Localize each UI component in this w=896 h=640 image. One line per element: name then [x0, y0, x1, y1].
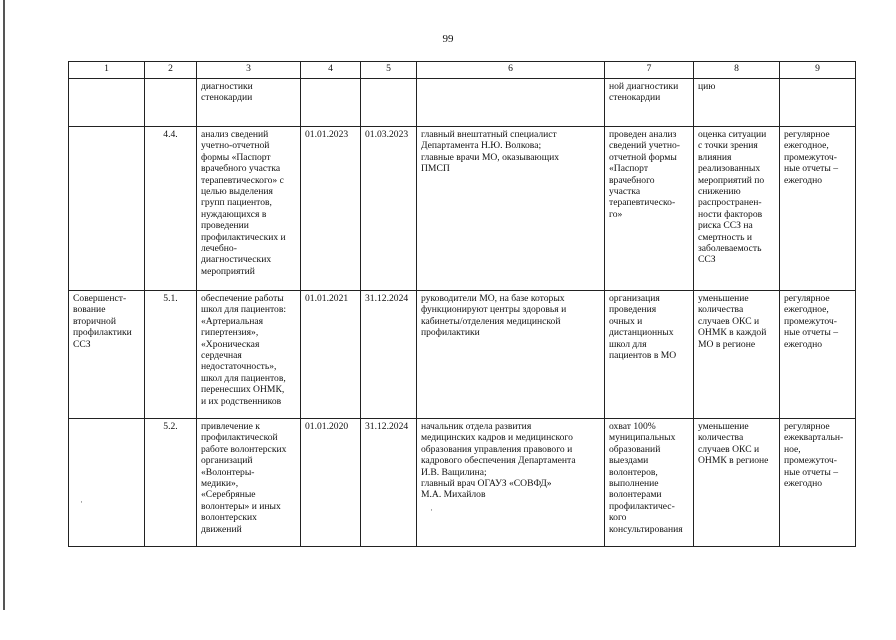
cell-responsible: начальник отдела развития медицинских кадров и медицинского образования управления правового и кадрового обеспечения Департамента И.В. Ващилина; главный врач ОГАУЗ «СОВФД» М.А. Михайлов [417, 419, 605, 547]
cell-result: охват 100% муниципальных образований выездами волонтеров, выполнение волонтерами профилактичес- кого консультирования [605, 419, 694, 547]
cell-section [69, 127, 145, 291]
cell-activity: анализ сведений учетно-отчетной формы «Паспорт врачебного участка терапевтического» с целью выделения групп пациентов, нуждающихся в проведении профилактических и лечебно- диагностических мероприятий [197, 127, 301, 291]
cell-activity: диагностики стенокардии [197, 79, 301, 127]
cell-result: организация проведения очных и дистанционных школ для пациентов в МО [605, 291, 694, 419]
page-number: 99 [442, 33, 454, 45]
cell-result: ной диагностики стенокардии [605, 79, 694, 127]
cell-indicator: цию [694, 79, 780, 127]
header-col-9: 9 [780, 62, 856, 79]
cell-reporting: регулярное ежеквартальн- ное, промежуточ- ные отчеты – ежегодно [780, 419, 856, 547]
header-col-3: 3 [197, 62, 301, 79]
cell-reporting: регулярное ежегодное, промежуточ- ные отчеты – ежегодно [780, 291, 856, 419]
table-row [69, 419, 856, 547]
cell-responsible: руководители МО, на базе которых функционируют центры здоровья и кабинеты/отделения медицинской профилактики [417, 291, 605, 419]
cell-result: проведен анализ сведений учетно- отчетной формы «Паспорт врачебного участка терапевтическо- го» [605, 127, 694, 291]
cell-section: Совершенст- вование вторичной профилактики ССЗ [69, 291, 145, 419]
cell-reporting: регулярное ежегодное, промежуточ- ные отчеты – ежегодно [780, 127, 856, 291]
cell-reporting [780, 79, 856, 127]
cell-responsible: главный внештатный специалист Департамента Н.Ю. Волкова; главные врачи МО, оказывающих ПМСП [417, 127, 605, 291]
scan-speck: · [430, 505, 433, 515]
cell-indicator: уменьшение количества случаев ОКС и ОНМК в регионе [694, 419, 780, 547]
cell-indicator: уменьшение количества случаев ОКС и ОНМК в каждой МО в регионе [694, 291, 780, 419]
table-row [69, 79, 856, 127]
cell-number: 5.1. [145, 291, 197, 419]
cell-start-date: 01.01.2020 [301, 419, 361, 547]
cell-indicator: оценка ситуации с точки зрения влияния реализованных мероприятий по снижению распространен- ности факторов риска ССЗ на смертность и заболеваемость ССЗ [694, 127, 780, 291]
cell-end-date: 31.12.2024 [361, 291, 417, 419]
cell-number: 4.4. [145, 127, 197, 291]
scan-speck: · [80, 497, 83, 507]
cell-responsible [417, 79, 605, 127]
table-row [69, 291, 856, 419]
header-col-7: 7 [605, 62, 694, 79]
table-body [69, 62, 856, 547]
header-row [69, 62, 856, 79]
cell-activity: привлечение к профилактической работе волонтерских организаций «Волонтеры- медики», «Серебряные волонтеры» и иных волонтерских движений [197, 419, 301, 547]
cell-end-date [361, 79, 417, 127]
cell-start-date [301, 79, 361, 127]
cell-number: 5.2. [145, 419, 197, 547]
header-col-2: 2 [145, 62, 197, 79]
cell-start-date: 01.01.2021 [301, 291, 361, 419]
header-col-1: 1 [69, 62, 145, 79]
cell-start-date: 01.01.2023 [301, 127, 361, 291]
header-col-8: 8 [694, 62, 780, 79]
header-col-6: 6 [417, 62, 605, 79]
cell-number [145, 79, 197, 127]
plan-table [68, 61, 856, 547]
cell-end-date: 31.12.2024 [361, 419, 417, 547]
cell-section [69, 79, 145, 127]
header-col-4: 4 [301, 62, 361, 79]
header-col-5: 5 [361, 62, 417, 79]
table-row [69, 127, 856, 291]
cell-activity: обеспечение работы школ для пациентов: «Артериальная гипертензия», «Хроническая сердечная недостаточность», школ для пациентов, перенесших ОНМК, и их родственников [197, 291, 301, 419]
cell-end-date: 01.03.2023 [361, 127, 417, 291]
cell-section [69, 419, 145, 547]
scan-edge-line [3, 0, 5, 610]
